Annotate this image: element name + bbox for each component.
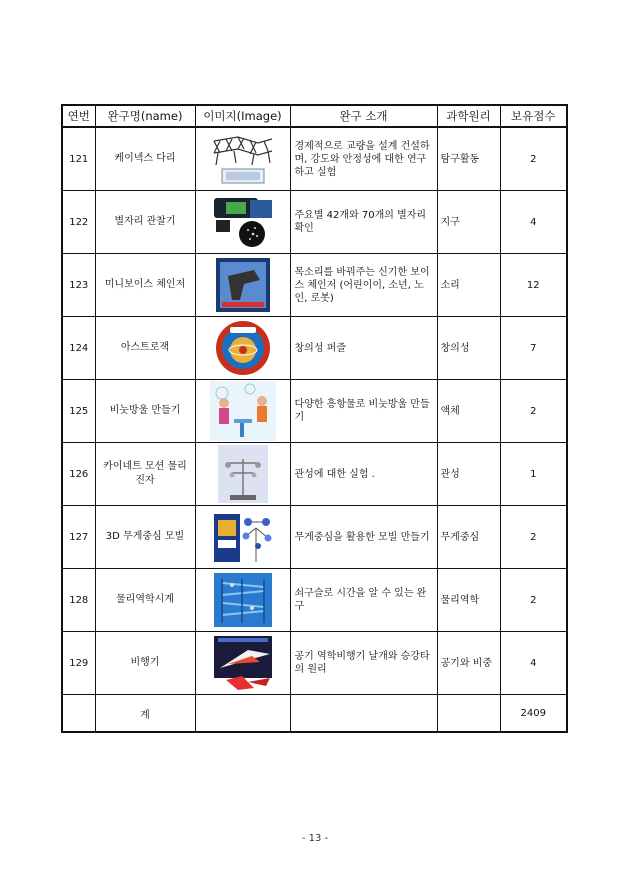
row-name: 아스트로잭	[95, 317, 195, 380]
row-count: 7	[500, 317, 567, 380]
row-count: 2	[500, 127, 567, 191]
row-name: 케이넥스 다리	[95, 127, 195, 191]
total-empty-cell	[437, 695, 500, 733]
row-no: 124	[62, 317, 95, 380]
table-row	[62, 191, 567, 254]
row-description: 목소리를 바꿔주는 신기한 보이스 체인저 (어린이이, 소년, 노인, 로봇)	[290, 254, 437, 317]
table-row	[62, 506, 567, 569]
header-image: 이미지(Image)	[195, 105, 290, 127]
row-count: 2	[500, 569, 567, 632]
row-no: 121	[62, 127, 95, 191]
astrojax-disc-icon	[214, 319, 272, 377]
row-description: 창의성 퍼즐	[290, 317, 437, 380]
row-principle: 소리	[437, 254, 500, 317]
total-empty-cell	[290, 695, 437, 733]
table-row	[62, 127, 567, 191]
row-count: 4	[500, 632, 567, 695]
glider-plane-icon	[208, 634, 278, 692]
row-no: 126	[62, 443, 95, 506]
row-principle: 무게중심	[437, 506, 500, 569]
toy-image	[195, 443, 290, 506]
table-row	[62, 317, 567, 380]
row-count: 12	[500, 254, 567, 317]
toy-image	[195, 191, 290, 254]
row-principle: 액체	[437, 380, 500, 443]
table-row	[62, 443, 567, 506]
row-count: 2	[500, 380, 567, 443]
table-header-row	[62, 105, 567, 127]
row-description: 쇠구슬로 시간을 알 수 있는 완구	[290, 569, 437, 632]
row-description: 무게중심을 활용한 모빌 만들기	[290, 506, 437, 569]
row-description: 주요별 42개와 70개의 별자리 확인	[290, 191, 437, 254]
physics-clock-icon	[212, 571, 274, 629]
row-no: 122	[62, 191, 95, 254]
table-total-row	[62, 695, 567, 733]
row-count: 1	[500, 443, 567, 506]
row-principle: 물리역학	[437, 569, 500, 632]
row-name: 비행기	[95, 632, 195, 695]
row-no: 125	[62, 380, 95, 443]
row-name: 별자리 관찰기	[95, 191, 195, 254]
total-count: 2409	[500, 695, 567, 733]
header-no: 연번	[62, 105, 95, 127]
header-count: 보유점수	[500, 105, 567, 127]
row-name: 미니보이스 체인저	[95, 254, 195, 317]
truss-bridge-toy-icon	[208, 131, 278, 187]
row-principle: 탐구활동	[437, 127, 500, 191]
total-empty-cell	[62, 695, 95, 733]
kinetic-pendulum-icon	[218, 445, 268, 503]
toy-image	[195, 380, 290, 443]
total-empty-cell	[195, 695, 290, 733]
row-principle: 관성	[437, 443, 500, 506]
row-description: 경제적으로 교량을 설계 건설하며, 강도와 안정성에 대한 연구하고 실험	[290, 127, 437, 191]
total-label: 계	[95, 695, 195, 733]
row-name: 비눗방울 만들기	[95, 380, 195, 443]
header-name: 완구명(name)	[95, 105, 195, 127]
row-no: 128	[62, 569, 95, 632]
bubble-kids-icon	[210, 381, 276, 441]
toy-inventory-table	[61, 104, 568, 733]
row-principle: 지구	[437, 191, 500, 254]
row-no: 123	[62, 254, 95, 317]
row-no: 129	[62, 632, 95, 695]
voice-changer-icon	[214, 256, 272, 314]
toy-image	[195, 317, 290, 380]
table-row	[62, 632, 567, 695]
row-no: 127	[62, 506, 95, 569]
row-name: 물리역학시계	[95, 569, 195, 632]
header-description: 완구 소개	[290, 105, 437, 127]
page-number: - 13 -	[301, 833, 329, 844]
toy-image	[195, 127, 290, 191]
row-principle: 공기와 비중	[437, 632, 500, 695]
row-principle: 창의성	[437, 317, 500, 380]
toy-image	[195, 506, 290, 569]
toy-image	[195, 254, 290, 317]
table-row	[62, 569, 567, 632]
constellation-viewer-icon	[210, 194, 276, 250]
row-count: 2	[500, 506, 567, 569]
row-description: 다양한 흥항물로 비눗방울 만들기	[290, 380, 437, 443]
row-description: 관성에 대한 실험 .	[290, 443, 437, 506]
table-row	[62, 380, 567, 443]
toy-image	[195, 632, 290, 695]
header-principle: 과학원리	[437, 105, 500, 127]
row-name: 3D 무게중심 모빌	[95, 506, 195, 569]
row-description: 공기 역학비행기 날개와 승강타의 원리	[290, 632, 437, 695]
3d-mobile-icon	[210, 508, 276, 566]
row-count: 4	[500, 191, 567, 254]
toy-image	[195, 569, 290, 632]
table-row	[62, 254, 567, 317]
row-name: 카이네트 모션 물리 진자	[95, 443, 195, 506]
